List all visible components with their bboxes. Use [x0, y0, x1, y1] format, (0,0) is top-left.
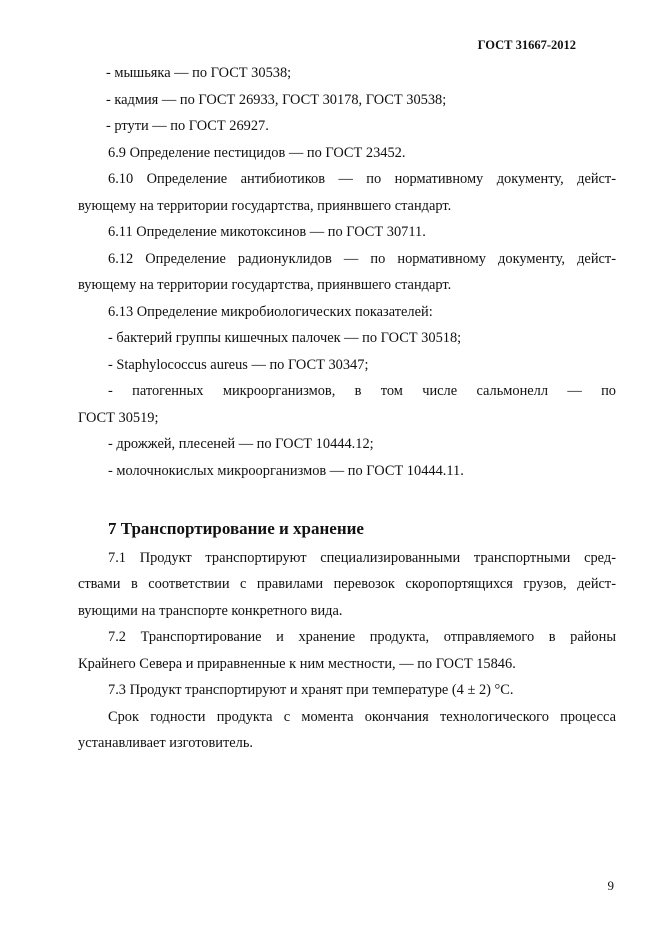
list-item-lactic: - молочнокислых микроорганизмов — по ГОСТ 10444.11.: [108, 462, 464, 479]
clause-6-10-line2: вующему на территории государтства, приянвшего стандарт.: [78, 197, 452, 214]
list-item-coliform: - бактерий группы кишечных палочек — по ГОСТ 30518;: [108, 330, 462, 346]
word: микроорганизмов,: [222, 383, 336, 399]
word: в: [354, 383, 362, 399]
clause-6-12-line2: вующему на территории государтства, приянвшего стандарт.: [78, 277, 452, 293]
clause-6-9: 6.9 Определение пестицидов — по ГОСТ 23452.: [108, 144, 406, 161]
word: по: [601, 383, 616, 399]
list-item-pathogens-line1: [78, 378, 616, 405]
clause-7-1-line2: ствами в соответствии с правилами перевозок скоропортящихся грузов, дейст-: [78, 576, 616, 592]
clause-6-12-line1: 6.12 Определение радионуклидов — по нормативному документу, дейст-: [108, 250, 616, 267]
list-item-pathogens-line2: ГОСТ 30519;: [78, 409, 159, 426]
word: числе: [422, 383, 458, 399]
page-content: [78, 60, 616, 757]
standard-header: ГОСТ 31667-2012: [477, 38, 576, 52]
word: -: [108, 383, 113, 399]
clause-6-11: 6.11 Определение микотоксинов — по ГОСТ 30711.: [108, 224, 426, 240]
word: том: [380, 383, 403, 399]
page-number: 9: [607, 878, 614, 893]
word: патогенных: [132, 383, 204, 399]
word: —: [567, 383, 582, 399]
shelf-life-line2: устанавливает изготовитель.: [78, 735, 254, 751]
clause-6-10-line1: 6.10 Определение антибиотиков — по нормативному документу, дейст-: [108, 171, 616, 187]
shelf-life-line1: Срок годности продукта с момента окончания технологического процесса: [108, 708, 616, 725]
clause-6-13: 6.13 Определение микробиологических показателей:: [108, 303, 433, 320]
section-7-title: 7 Транспортирование и хранение: [108, 519, 364, 538]
list-item-yeast: - дрожжей, плесеней — по ГОСТ 10444.12;: [108, 436, 374, 452]
clause-7-2-line1: 7.2 Транспортирование и хранение продукта, отправляемого в районы: [108, 629, 616, 645]
word: сальмонелл: [476, 383, 549, 399]
clause-7-2-line2: Крайнего Севера и приравненные к ним местности, — по ГОСТ 15846.: [78, 655, 516, 672]
clause-7-1-line1: 7.1 Продукт транспортируют специализированными транспортными сред-: [108, 549, 616, 566]
clause-7-3: 7.3 Продукт транспортируют и хранят при температуре (4 ± 2) °С.: [108, 682, 514, 698]
list-item-cadmium: - кадмия — по ГОСТ 26933, ГОСТ 30178, ГОСТ 30538;: [106, 91, 447, 108]
list-item-mercury: - ртути — по ГОСТ 26927.: [106, 118, 269, 134]
clause-7-1-line3: вующими на транспорте конкретного вида.: [78, 602, 343, 619]
list-item-arsenic: - мышьяка — по ГОСТ 30538;: [106, 65, 292, 81]
list-item-staphylococcus: - Staphylococcus aureus — по ГОСТ 30347;: [108, 356, 369, 373]
